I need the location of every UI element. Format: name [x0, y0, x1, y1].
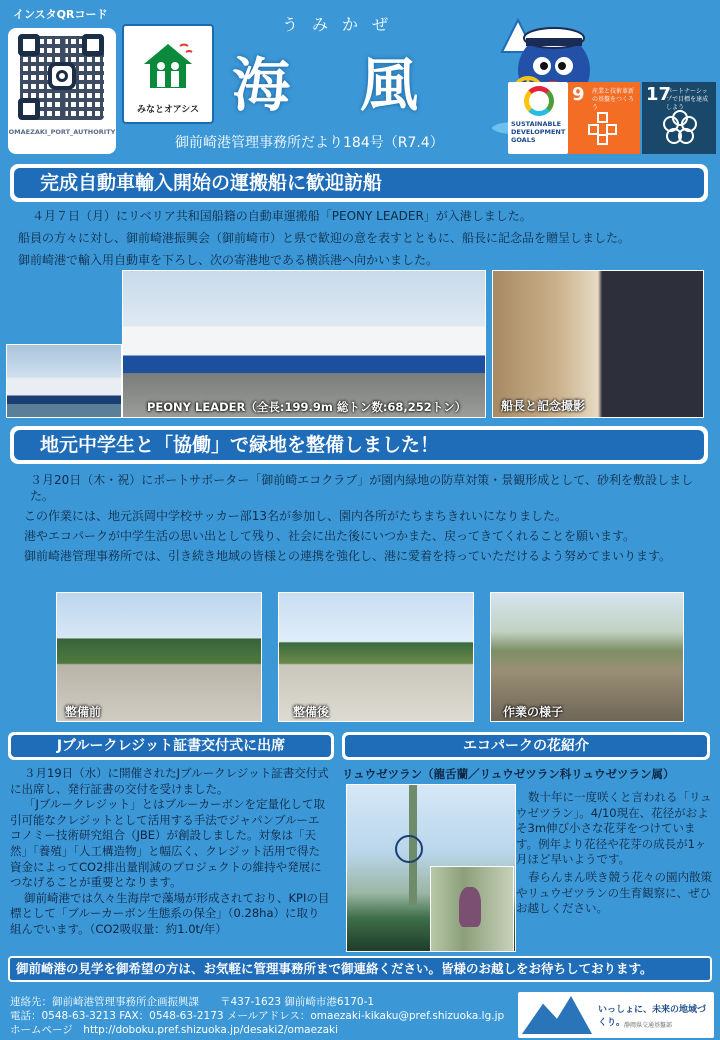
section4-text	[516, 790, 712, 917]
photo-caption: 作業の様子	[503, 705, 564, 719]
qr-title: インスタQRコード	[13, 8, 108, 21]
paragraph-line: 春らんまん咲き競う花々の園内散策やリュウゼツランの生育観察に、ぜひお越しください。	[516, 869, 712, 916]
sdg17-text: パートナーシップで目標を達成しよう	[666, 88, 709, 111]
prefecture-mark-icon	[522, 996, 592, 1034]
sdgs-logo	[508, 82, 568, 154]
photo-caption: 整備前	[65, 705, 102, 719]
paragraph-line: 船員の方々に対し、御前崎港振興会（御前崎市）と県で歓迎の意を表すとともに、船長に記念品を贈呈しました。	[18, 231, 631, 245]
section2-text	[18, 472, 704, 564]
prefecture-slogan: いっしょに、未来の地域づくり。	[598, 1005, 707, 1028]
title-char-1: 海	[232, 51, 361, 119]
paragraph-line: 御前崎港管理事務所では、引き続き地域の皆様との連携を強化し、港に愛着を持っていただけるよう努めてまいります。	[24, 549, 672, 563]
paragraph-line: 御前崎港では久々生海岸で藻場が形成されており、KPIの目標として「ブルーカーボン生態系の保全」（0.28ha）に取り組んでいます。（CO2吸収量：約1.0t/年）	[10, 890, 330, 936]
paragraph-line: ４月７日（月）にリベリア共和国船籍の自動車運搬船「PEONY LEADER」が入港しました。	[32, 209, 532, 223]
agave-closeup-photo	[430, 866, 514, 952]
paragraph-line: この作業には、地元浜岡中学校サッカー部13名が参加し、園内各所がたちまちきれいになりました。	[24, 509, 568, 523]
contact-address: 連絡先：御前崎港管理事務所企画振興課 〒437-1623 御前崎市港6170-1	[10, 996, 375, 1008]
paragraph-line: 港やエコパークが中学生活の思い出として残り、社会に出た後にいつかまた、戻ってきてくれることを願います。	[24, 529, 636, 543]
section-heading	[8, 732, 334, 760]
ship-photo-small	[6, 344, 122, 418]
prefecture-dept: 静岡県交通基盤部	[624, 1022, 673, 1029]
sdgs-text: SUSTAINABLE DEVELOPMENT GOALS	[511, 120, 566, 144]
flower-bud	[459, 887, 481, 927]
instagram-icon	[48, 62, 76, 90]
issue-subtitle: 御前崎港管理事務所だより184号（R7.4）	[175, 135, 444, 151]
house-icon	[140, 40, 196, 90]
photo-caption: 船長と記念撮影	[501, 399, 586, 413]
paragraph-line: 御前崎港で輸入用自動車を下ろし、次の寄港地である横浜港へ向かいました。	[18, 253, 439, 267]
flower-icon	[662, 110, 698, 146]
section4-heading: エコパークの花紹介	[345, 735, 707, 757]
homepage-link[interactable]: ホームページ http://doboku.pref.shizuoka.jp/desaki2/omaezaki	[10, 1024, 339, 1036]
cube-icon	[588, 112, 618, 146]
sdg9-badge	[568, 82, 640, 154]
section1-text	[18, 208, 704, 268]
sdg17-badge	[642, 82, 716, 154]
section2-heading: 地元中学生と「協働」で緑地を整備しました！	[14, 430, 704, 460]
paragraph-line: ３月20日（木・祝）にポートサポーター「御前崎エコクラブ」が園内緑地の防草対策・景観形成として、砂利を敷設しました。	[30, 473, 694, 503]
section-heading	[10, 426, 708, 464]
qr-card[interactable]	[8, 28, 116, 154]
ship-photo	[122, 270, 486, 418]
highlight-circle	[395, 835, 423, 863]
section-heading	[342, 732, 710, 760]
after-photo	[278, 592, 474, 722]
paragraph-line: 数十年に一度咲くと言われる「リュウゼツラン」。4/10現在、花径がおよそ3m伸び小さな花芽をつけています。例年より花径や花芽の成長が1ヶ月ほど早いようです。	[516, 790, 712, 867]
contact-phone-email[interactable]: 電話：0548-63-3213 FAX：0548-63-2173 メールアドレス：omaezaki-kikaku@pref.shizuoka.lg.jp	[10, 1010, 505, 1022]
sdg9-number: 9	[572, 84, 585, 105]
page-title	[232, 38, 492, 122]
plant-name: リュウゼツラン（龍舌蘭／リュウゼツラン科リュウゼツラン属）	[342, 767, 675, 781]
qr-finder	[82, 34, 104, 56]
before-photo	[56, 592, 262, 722]
prefecture-logo	[518, 992, 714, 1038]
title-ruby: うみかぜ	[282, 15, 403, 34]
footer	[0, 984, 720, 1040]
qr-finder	[18, 98, 40, 120]
section3-heading: Jブルークレジット証書交付式に出席	[11, 735, 331, 757]
paragraph-line: ３月19日（水）に開催されたJブルークレジット証書交付式に出席し、発行証書の交付を受けました。	[10, 766, 329, 796]
section1-heading: 完成自動車輸入開始の運搬船に歓迎訪船	[14, 168, 704, 198]
ceremony-photo	[492, 270, 704, 418]
section3-text	[10, 766, 330, 938]
minato-oasis-logo	[122, 24, 214, 124]
logo-caption: みなとオアシス	[136, 105, 200, 115]
paragraph-line: 「Jブルークレジット」とはブルーカーボンを定量化して取引可能なクレジットとして活用する手法でジャパンブルーエコノミー技術研究組合（JBE）が創設しました。対象は「天然」「養殖」「人工構造物」と幅広く、クレジット活用で得た資金によってCO2排出量削減のプロジェクトの維持や発展につなげることが重要となります。	[10, 797, 325, 890]
work-photo	[490, 592, 684, 722]
sdg9-text: 産業と技術革新の基盤をつくろう	[592, 88, 635, 111]
title-char-2: 風	[360, 51, 489, 119]
qr-caption: OMAEZAKI_PORT_AUTHORITY	[8, 128, 116, 136]
instagram-qr-block	[5, 6, 117, 156]
sdgs-ring-icon	[524, 86, 554, 116]
photo-caption: 整備後	[293, 705, 330, 719]
visit-notice: 御前崎港の見学を御希望の方は、お気軽に管理事務所まで御連絡ください。皆様のお越しをお待ちしております。	[8, 956, 712, 982]
section-heading	[10, 164, 708, 202]
sdg17-number: 17	[646, 84, 672, 105]
photo-caption: PEONY LEADER（全長:199.9m 総トン数:68,252トン）	[147, 400, 467, 414]
qr-finder	[18, 34, 40, 56]
